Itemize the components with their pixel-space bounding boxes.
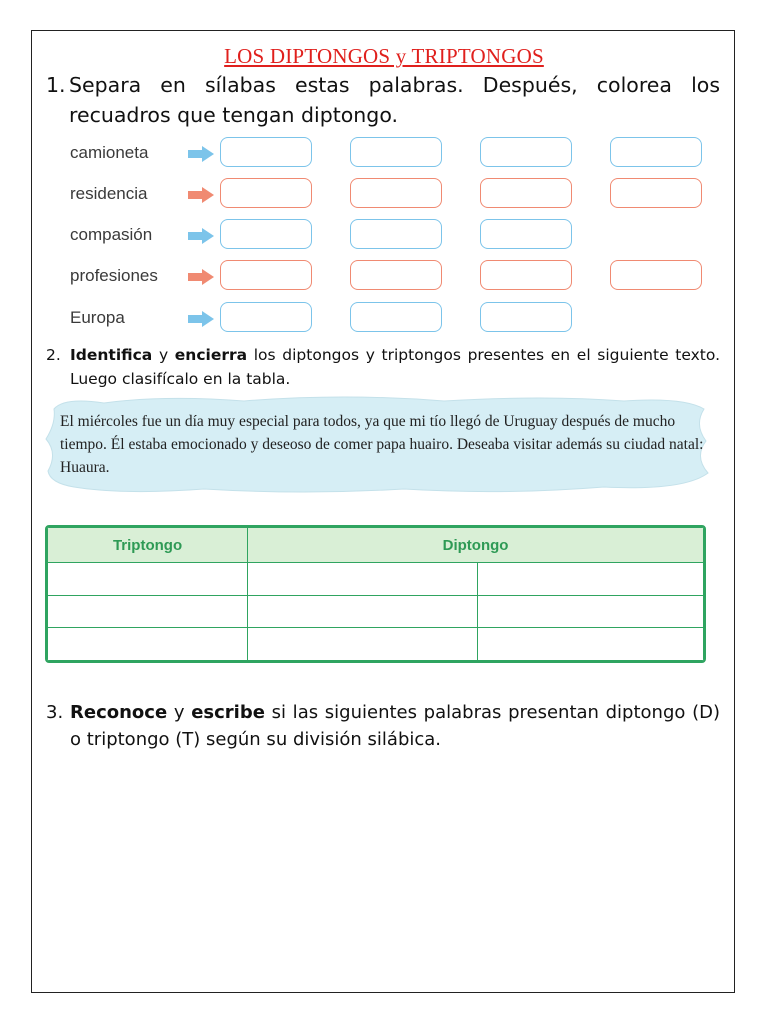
syllable-box[interactable] (220, 178, 312, 208)
table-cell[interactable] (248, 595, 478, 628)
arrow-right-icon (188, 187, 214, 203)
table-header-diptongo: Diptongo (248, 528, 704, 563)
syllable-box[interactable] (350, 137, 442, 167)
arrow-right-icon (188, 269, 214, 285)
question-3-text (70, 699, 720, 753)
question-2-rest: los diptongos y triptongos presentes en el siguiente texto. Luego clasifícalo en la tabla. (70, 346, 721, 388)
syllable-box[interactable] (480, 178, 572, 208)
syllable-box[interactable] (350, 219, 442, 249)
table-cell[interactable] (48, 595, 248, 628)
question-2-number: 2. (46, 346, 61, 364)
syllable-box[interactable] (480, 260, 572, 290)
table-cell[interactable] (477, 595, 703, 628)
page-title: LOS DIPTONGOS y TRIPTONGOS (224, 44, 544, 68)
syllable-box[interactable] (480, 137, 572, 167)
question-2 (46, 343, 720, 391)
question-3-bold-escribe: escribe (191, 702, 265, 723)
question-1-number: 1. (46, 73, 66, 97)
table-cell[interactable] (48, 563, 248, 596)
question-1 (46, 70, 720, 130)
syllable-box[interactable] (480, 302, 572, 332)
question-3-connector: y (167, 702, 192, 723)
row-word: residencia (70, 184, 148, 203)
syllable-box[interactable] (350, 178, 442, 208)
row-word: camioneta (70, 143, 149, 162)
row-word: Europa (70, 308, 125, 327)
page-frame (31, 30, 735, 993)
question-2-connector: y (152, 346, 175, 364)
table-cell[interactable] (48, 628, 248, 661)
question-2-text (70, 343, 720, 391)
table-cell[interactable] (477, 628, 703, 661)
question-2-bold-identifica: Identifica (70, 346, 153, 364)
arrow-right-icon (188, 228, 214, 244)
syllable-box[interactable] (220, 302, 312, 332)
syllable-box[interactable] (610, 260, 702, 290)
syllable-box[interactable] (350, 302, 442, 332)
table-row (48, 628, 704, 661)
question-1-text: Separa en sílabas estas palabras. Después, colorea los recuadros que tengan diptongo. (69, 73, 720, 127)
syllable-box[interactable] (220, 137, 312, 167)
question-3 (46, 699, 720, 753)
syllable-box[interactable] (610, 137, 702, 167)
question-3-number: 3. (46, 702, 64, 723)
question-3-rest: si las siguientes palabras presentan diptongo (D) o triptongo (T) según su división silábica. (70, 702, 720, 750)
table-row (48, 563, 704, 596)
table-cell[interactable] (248, 628, 478, 661)
table-cell[interactable] (477, 563, 703, 596)
question-3-bold-reconoce: Reconoce (70, 702, 168, 723)
syllable-box[interactable] (220, 219, 312, 249)
syllable-box[interactable] (220, 260, 312, 290)
syllable-box[interactable] (350, 260, 442, 290)
passage-text: El miércoles fue un día muy especial para todos, ya que mi tío llegó de Uruguay después de mucho tiempo. Él estaba emocionado y deseoso de comer papa huairo. Deseaba visitar además su ciudad natal: Huaura. (60, 413, 704, 476)
row-word: compasión (70, 225, 153, 244)
syllable-box[interactable] (610, 178, 702, 208)
table-header-triptongo: Triptongo (48, 528, 248, 563)
table-cell[interactable] (248, 563, 478, 596)
question-2-bold-encierra: encierra (174, 346, 248, 364)
arrow-right-icon (188, 146, 214, 162)
classification-table (45, 525, 706, 663)
row-word: profesiones (70, 266, 158, 285)
table-row (48, 595, 704, 628)
arrow-right-icon (188, 311, 214, 327)
syllable-box[interactable] (480, 219, 572, 249)
